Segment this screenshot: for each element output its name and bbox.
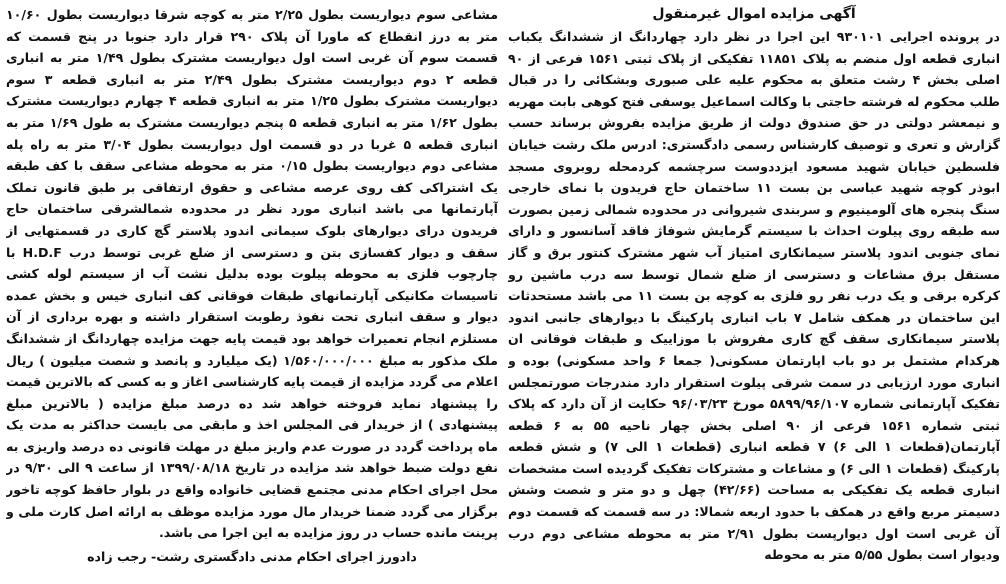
left-column-text: مشاعی سوم دیواریست بطول ۲/۲۵ متر به کوچه شرقا دیواریست بطول ۱۰/۶۰ متر به درز انقطاع که ماورا آن پلاک ۲۹۰ قرار دارد جنوبا در پنج قسمت که قسمت سوم آن غربی است اول دیواریست مشترک بطول ۱/۴۹ متر به انباری قطعه ۲ دوم دیواریست مشترک بطول ۲/۴۹ متر به انباری قطعه ۳ سوم دیواریست مشترک بطول ۱/۲۵ متر به انباری قطعه ۴ چهارم دیواریست مشترک بطول ۱/۶۲ متر به انباری قطعه ۵ پنجم دیواریست مشترک به طول ۱/۶۹ متر به انباری قطعه ۵ غربا در دو قسمت اول دیواریست بطول ۳/۰۴ متر به راه پله مشاعی دوم دیواریست بطول ۰/۱۵ متر به محوطه مشاعی سقف با کف طبقه یک اشتراکی کف روی عرصه مشاعی و حقوق ارتفاقی بر طبق قانون تملک آپارتمانها می باشد انباری مورد نظر در محدوده شمالشرقی ساختمان حاج فریدون درای دیوارهای بلوک سیمانی اندود پلاستر گچ کاری در قسمتهایی از سقف و دیوار کفسازی بتن و دسترسی از ضلع غربی توسط درب H.D.F با چارچوب فلزی به محوطه پیلوت بوده بدلیل نشت آب از سیستم لوله کشی تاسیسات مکانیکی آپارتمانهای طبقات فوقانی کف انباری خیس و بخش عمده دیوار و سقف انباری تحت نفوذ رطوبت استقرار داشته و بهره برداری از آن مستلزم انجام تعمیرات خواهد بود قیمت پایه جهت مزایده چهاردانگ از ششدانگ ملک مذکور به مبلغ ۱/۵۶۰/۰۰۰/۰۰۰ (یک میلیارد و پانصد و شصت میلیون ) ریال اعلام می گردد مزایده از قیمت پایه کارشناسی اغاز و به کسی که بالاترین قیمت را پیشنهاد نماید فروخته خواهد شد ده درصد مبلغ مزایده ( بالاترین مبلغ پیشنهادی ) از خریدار فی المجلس اخذ و مابقی می بایست حداکثر به مدت یک ماه پرداخت گردد در صورت عدم واریز مبلغ در مهلت قانونی ده درصد واریزی به نفع دولت ضبط خواهد شد مزایده در تاریخ ۱۳۹۹/۰۸/۱۸ از ساعت ۹ الی ۹/۳۰ در محل اجرای احکام مدنی مجتمع قضایی خانواده واقع در بلوار حافظ کوچه تاخور برگزار می گردد ضمنا خریدار مال مورد مزایده موظف به ارائه اصل کارت ملی و پرینت مانده حساب در روز مزایده به این اجرا می باشد. (6, 7, 498, 541)
signature: دادورز اجرای احکام مدنی دادگستری رشت- رجب زاده (87, 548, 417, 564)
left-column (6, 4, 498, 580)
right-column (508, 4, 1000, 580)
right-column-text: در پرونده اجرایی ۹۳۰۱۰۱ این اجرا در نظر دارد چهاردانگ از ششدانگ یکباب انباری قطعه اول منضم به پلاک ۱۱۸۵۱ تفکیکی از پلاک ثبتی ۱۵۶۱ فرعی از ۹۰ اصلی بخش ۴ رشت متعلق به محکوم علیه علی صبوری وبشکائی را در قبال طلب محکوم له فرشته حاجتی با وکالت اسماعیل یوسفی فتح کوهی بابت مهریه و نیمعشر دولتی در حق صندوق دولت از طریق مزایده بفروش برساند حسب گزارش و تعری و توصیف کارشناس رسمی دادگستری: ادرس ملک رشت خیابان فلسطین خیابان شهید مسعود ایزددوست سرچشمه کردمحله روبروی مسجد ابوذر کوچه شهید عباسی بن بست ۱۱ ساختمان حاج فریدون با نمای خارجی سنگ پنجره های آلومینیوم و سربندی شیروانی در محدوده شمالی زمین بصورت سه طبقه روی پیلوت احداث با سیستم گرمایش شوفاژ فاقد آسانسور و دارای نمای جنوبی اندود پلاستر سیمانکاری امتیاز آب شهر مشترک کنتور برق و گاز مستقل برق مشاعات و دسترسی از ضلع شمال توسط سه درب ماشین رو کرکره برقی و یک درب نفر رو فلزی به کوچه بن بست ۱۱ می باشد مستحدثات این ساختمان در همکف شامل ۷ باب انباری پارکینگ با دیوارهای جانبی اندود پلاستر سیمانکاری سقف گچ کاری مفروش با موزاییک و طبقات فوقانی ان هرکدام مشتمل بر دو باب اپارتمان مسکونی( جمعا ۶ واحد مسکونی) بوده و انباری مورد ارزیابی در سمت شرقی پیلوت استقرار دارد مندرجات صورتمجلس تفکیک آپارتمانی شماره ۵۸۹۹/۹۶/۱۰۷ مورخ ۹۶/۰۳/۲۳ حکایت از آن دارد که پلاک ثبتی شماره ۱۵۶۱ فرعی از ۹۰ اصلی بخش چهار ناحیه ۵۵ به ۶ قطعه آپارتمان(قطعات ۱ الی ۶) ۷ قطعه انباری (قطعات ۱ الی ۷) و شش قطعه پارکینگ (قطعات ۱ الی ۶) و مشاعات و مشترکات تفکیک گردیده است مشخصات انباری قطعه یک تفکیکی به مساحت (۴۲/۶۶) چهل و دو متر و شصت وشش دسیمتر مربع واقع در همکف با حدود اربعه شمالا: در سه قسمت که قسمت دوم آن غربی است اول دیوارپست بطول ۲/۹۱ متر به محوطه مشاعی دوم درب ودیوار است بطول ۵/۵۵ متر به محوطه (508, 29, 1000, 563)
notice-title: آگهی مزایده اموال غیرمنقول (652, 6, 856, 22)
